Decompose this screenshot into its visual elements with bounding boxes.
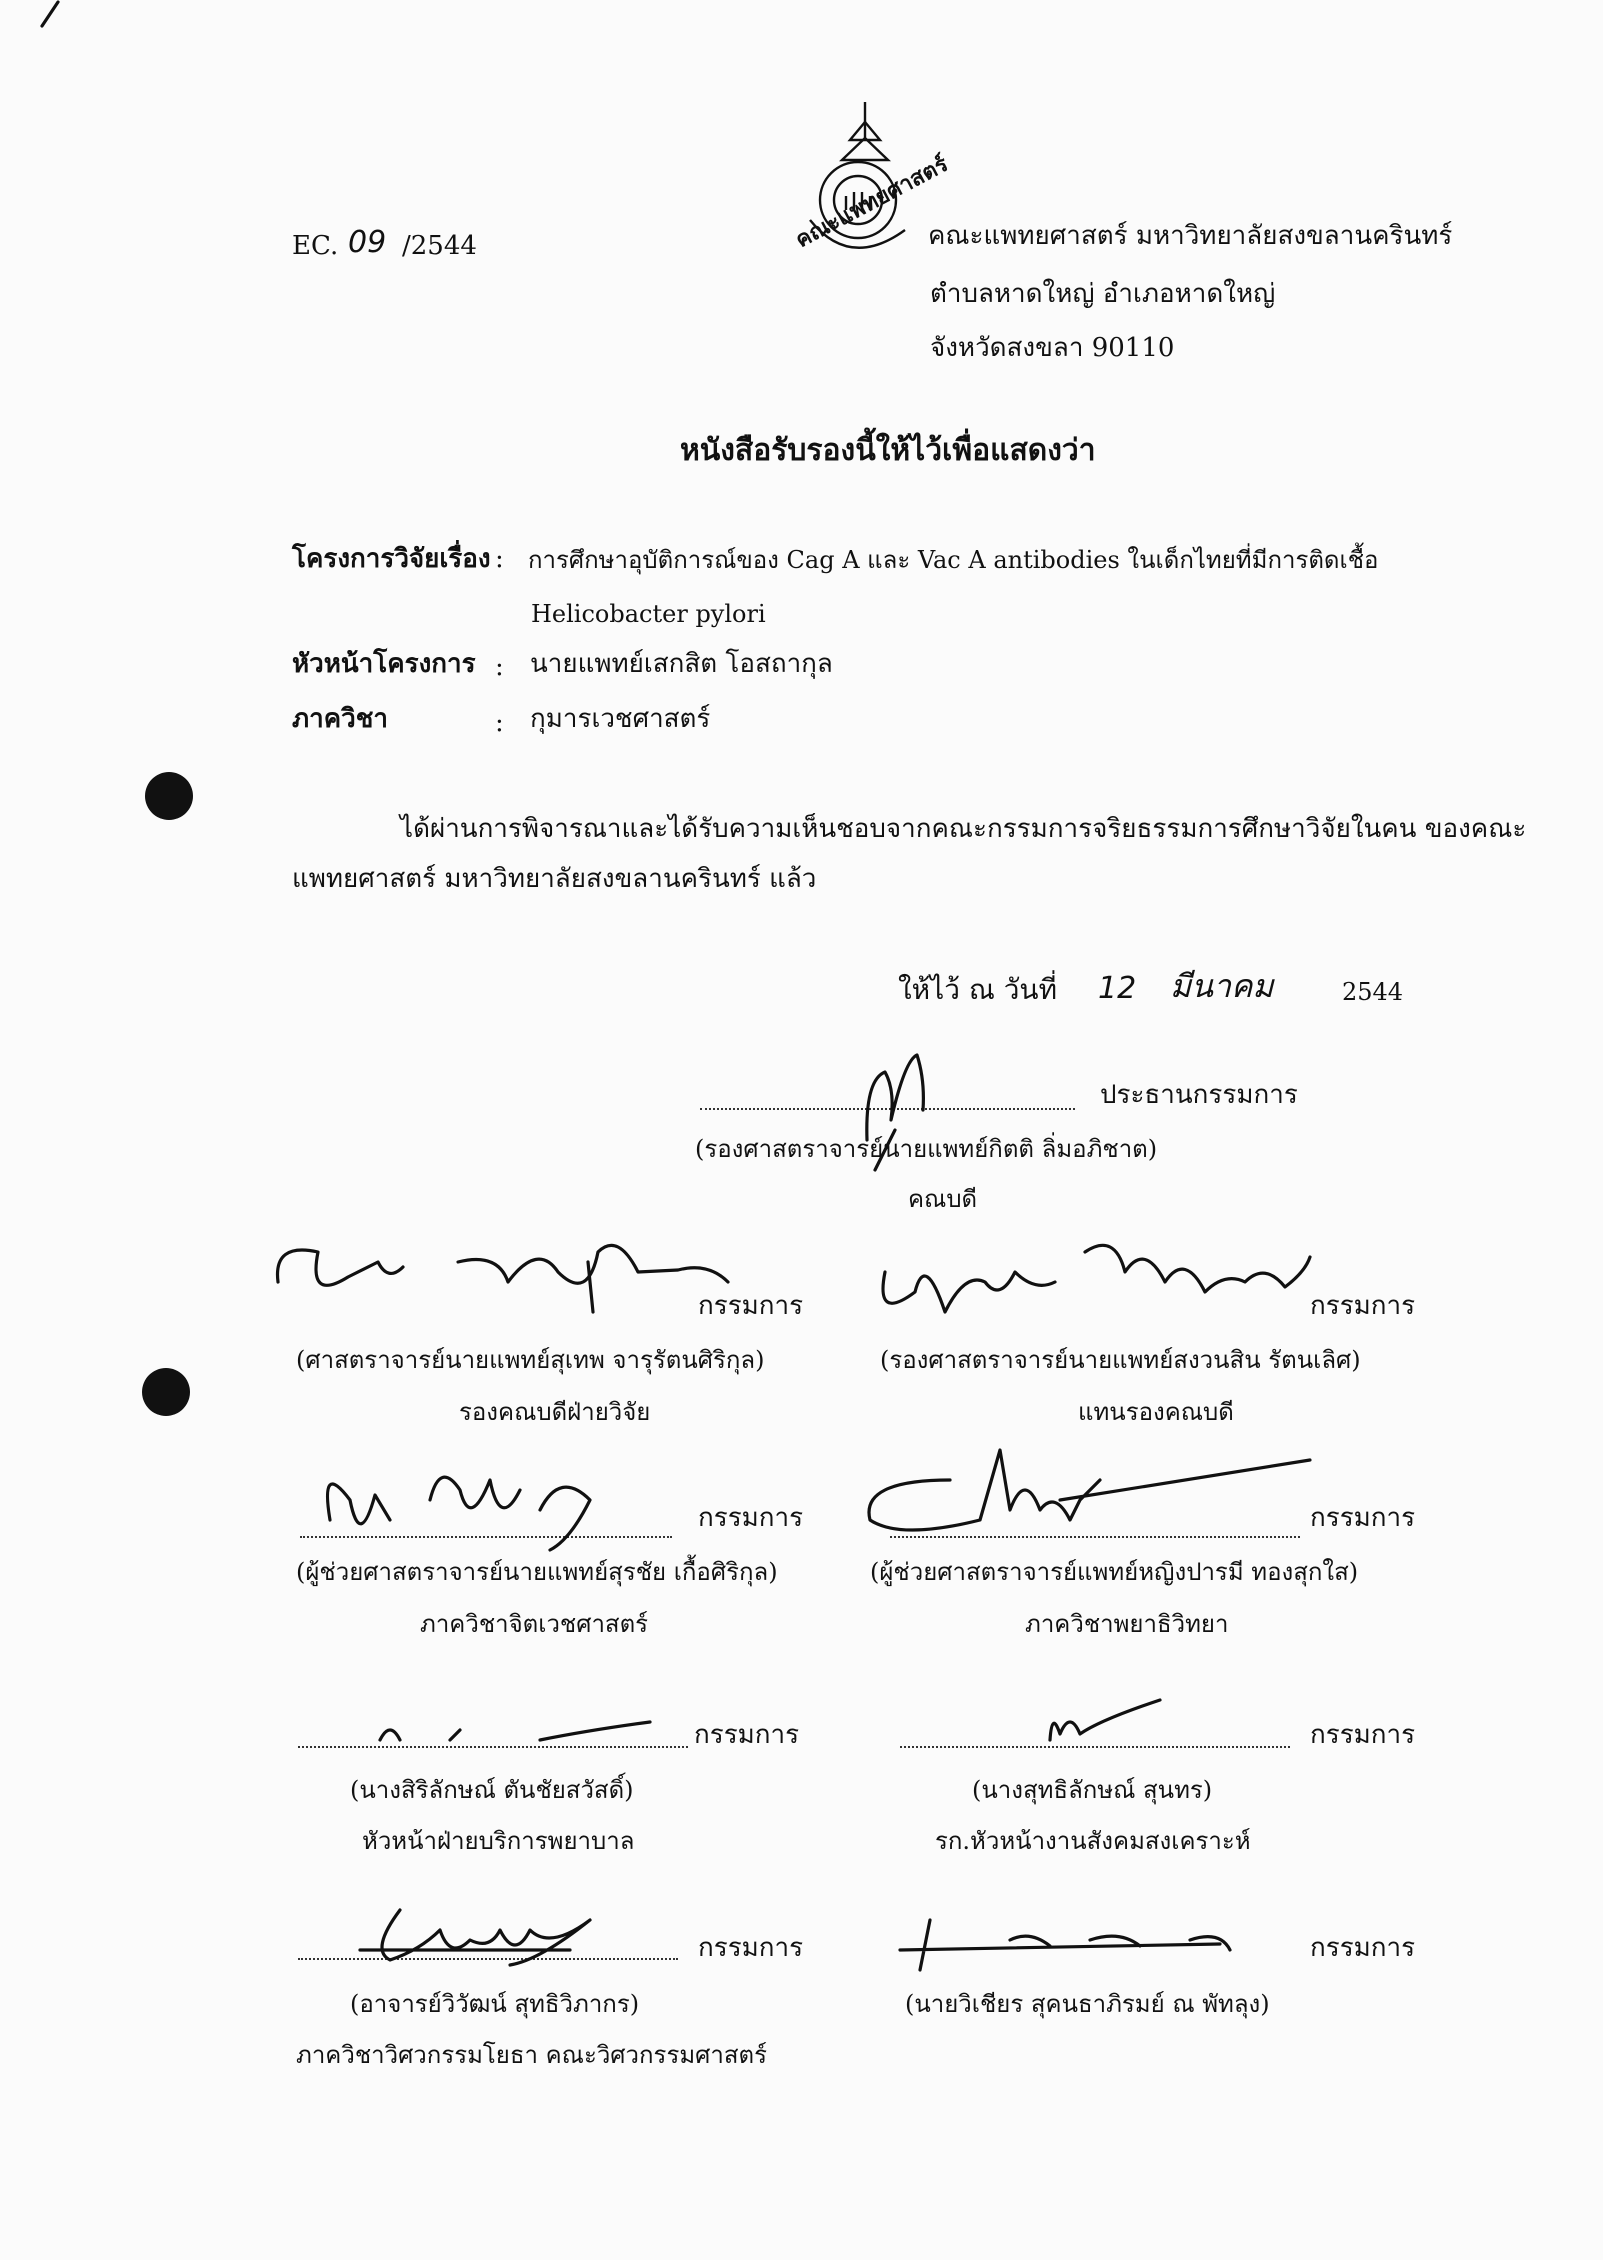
signature-4 [300,1440,620,1570]
signatory-3-name: (รองศาสตราจารย์นายแพทย์สงวนสิน รัตนเลิศ) [880,1346,1361,1374]
signatory-7-name: (นางสุทธิลักษณ์ สุนทร) [972,1776,1213,1804]
project-topic-line-1: การศึกษาอุบัติการณ์ของ Cag A และ Vac A antibodies ในเด็กไทยที่มีการติดเชื้อ [528,546,1379,574]
body-line-2: แพทยศาสตร์ มหาวิทยาลัยสงขลานครินทร์ แล้ว [292,864,817,894]
signature-5 [840,1430,1320,1550]
signatory-2-name: (ศาสตราจารย์นายแพทย์สุเทพ จารุรัตนศิริกุล) [296,1346,765,1374]
address-line-1: คณะแพทยศาสตร์ มหาวิทยาลัยสงขลานครินทร์ [928,221,1453,251]
signatory-9-name: (นายวิเชียร สุคนธาภิรมย์ ณ พัทลุง) [905,1990,1270,2018]
date-prefix: ให้ไว้ ณ วันที่ [898,973,1058,1006]
signatory-2-position: รองคณบดีฝ่ายวิจัย [459,1398,651,1426]
date-year: 2544 [1342,978,1404,1006]
signatory-1-position: คณบดี [908,1185,978,1213]
signatory-1-name: (รองศาสตราจารย์นายแพทย์กิตติ ลิ่มอภิชาต) [695,1135,1158,1163]
signatory-6-role: กรรมการ [694,1720,800,1750]
signatory-2-role: กรรมการ [698,1291,804,1321]
date-day: 12 [1098,971,1137,1006]
project-head-value: นายแพทย์เสกสิต โอสถากุล [530,649,833,679]
signatory-8-name: (อาจารย์วิวัฒน์ สุทธิวิภากร) [350,1990,640,2018]
signatory-3-position: แทนรองคณบดี [1078,1398,1234,1426]
signature-2 [258,1222,738,1332]
signatory-6-name: (นางสิริลักษณ์ ตันชัยสวัสดิ์) [350,1776,634,1804]
signature-6 [360,1700,680,1760]
signatory-9-role: กรรมการ [1310,1933,1416,1963]
project-department-value: กุมารเวชศาสตร์ [530,704,711,734]
signature-7 [1040,1690,1180,1760]
signature-9 [890,1910,1320,1980]
body-line-1: ได้ผ่านการพิจารณาและได้รับความเห็นชอบจากคณะกรรมการจริยธรรมการศึกษาวิจัยในคน ของคณะ [400,814,1527,844]
reference-prefix: EC. [292,231,339,261]
signatory-4-name: (ผู้ช่วยศาสตราจารย์นายแพทย์สุรชัย เกื้อศิริกุล) [296,1558,778,1586]
certificate-title: หนังสือรับรองนี้ให้ไว้เพื่อแสดงว่า [680,433,1096,468]
punch-hole-bottom [142,1368,190,1416]
signatory-1-role: ประธานกรรมการ [1100,1080,1298,1110]
signatory-8-position: ภาควิชาวิศวกรรมโยธา คณะวิศวกรรมศาสตร์ [296,2041,767,2069]
project-topic-colon: : [495,544,504,574]
reference-year: /2544 [402,231,477,261]
project-topic-label: โครงการวิจัยเรื่อง [292,544,491,574]
logo-text: คณะแพทยศาสตร์ [791,150,953,254]
tick-mark [40,0,80,30]
project-head-label: หัวหน้าโครงการ [292,649,476,679]
project-department-colon: : [495,708,504,738]
signatory-3-role: กรรมการ [1310,1291,1416,1321]
signatory-4-position: ภาควิชาจิตเวชศาสตร์ [420,1610,649,1638]
signature-3 [865,1212,1325,1332]
reference-number: 09 [348,225,387,260]
signatory-5-name: (ผู้ช่วยศาสตราจารย์แพทย์หญิงปารมี ทองสุกใส) [870,1558,1359,1586]
project-head-colon: : [495,652,504,682]
signature-8 [340,1890,640,1990]
signatory-7-role: กรรมการ [1310,1720,1416,1750]
punch-hole-top [145,772,193,820]
signatory-4-role: กรรมการ [698,1503,804,1533]
signatory-5-position: ภาควิชาพยาธิวิทยา [1025,1610,1229,1638]
project-topic-line-2: Helicobacter pylori [531,600,766,628]
address-line-2: ตำบลหาดใหญ่ อำเภอหาดใหญ่ [930,279,1276,309]
signatory-6-position: หัวหน้าฝ่ายบริการพยาบาล [362,1827,635,1855]
date-month: มีนาคม [1170,967,1274,1005]
signatory-7-position: รก.หัวหน้างานสังคมสงเคราะห์ [935,1827,1251,1855]
address-line-3: จังหวัดสงขลา 90110 [930,333,1175,363]
project-department-label: ภาควิชา [292,704,388,734]
signatory-5-role: กรรมการ [1310,1503,1416,1533]
signatory-8-role: กรรมการ [698,1933,804,1963]
